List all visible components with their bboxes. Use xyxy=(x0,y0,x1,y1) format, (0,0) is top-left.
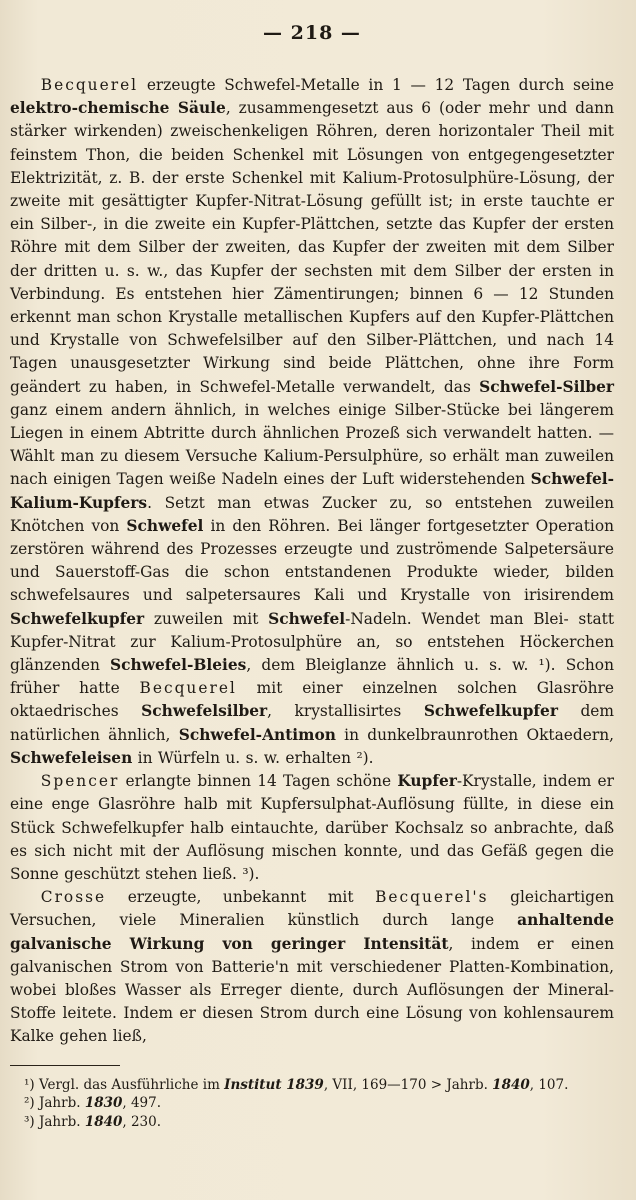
text-run: , 107. xyxy=(529,1076,569,1093)
emphasis-term: Schwefel-Silber xyxy=(479,377,614,396)
text-run: , dem Bleiglanze ähnlich u. s. w. ¹). Schon früher hatte xyxy=(10,656,614,698)
emphasis-term: Schwefelkupfer xyxy=(423,702,558,721)
text-run: , 497. xyxy=(122,1095,162,1112)
emphasis-term: Schwefel xyxy=(126,516,204,535)
emphasis-term: Schwefeleisen xyxy=(10,748,133,767)
text-run: ¹) Vergl. das Ausführliche im xyxy=(24,1076,225,1093)
author-name: Becquerel xyxy=(40,76,139,94)
text-run: ²) Jahrb. xyxy=(24,1095,85,1112)
emphasis-term: Schwefel-Bleies xyxy=(110,656,247,675)
text-run: dem natürlichen ähnlich, xyxy=(10,702,614,744)
emphasis-term: anhaltende galvanische Wirkung von geringer Intensität xyxy=(10,911,614,953)
citation-ref: Institut 1839 xyxy=(224,1076,324,1093)
main-text xyxy=(10,74,614,1049)
text-run: , krystallisirtes xyxy=(267,702,424,721)
text-run: in Würfeln u. s. w. erhalten ²). xyxy=(132,748,374,767)
emphasis-term: Schwefel-Antimon xyxy=(178,725,336,744)
text-run: , VII, 169—170 > Jahrb. xyxy=(323,1076,493,1093)
emphasis-term: Schwefel xyxy=(268,609,346,628)
footnote-1 xyxy=(10,1076,614,1095)
text-run: zuweilen mit xyxy=(144,609,269,628)
author-name: Becquerel xyxy=(139,679,237,698)
text-run: -Nadeln. Wendet man Blei- statt Kupfer-Nitrat zur Kalium-Protosulphüre an, so entstehen Höckerchen glänzenden xyxy=(10,609,615,675)
citation-ref: 1830 xyxy=(84,1095,123,1112)
author-name: Crosse xyxy=(40,888,107,907)
footnotes xyxy=(10,1076,614,1132)
text-run: . Setzt man etwas Zucker zu, so entstehen zuweilen Knötchen von xyxy=(10,493,614,535)
emphasis-term: elektro-chemische Säule xyxy=(10,99,226,118)
text-run: erlangte binnen 14 Tagen schöne xyxy=(119,772,398,791)
text-run: mit einer einzelnen solchen Glasröhre oktaedrisches xyxy=(10,679,614,721)
emphasis-term: Kupfer xyxy=(397,772,457,791)
text-run: in dunkelbraunrothen Oktaedern, xyxy=(335,725,614,744)
paragraph-becquerel xyxy=(10,74,614,770)
author-name: Spencer xyxy=(40,772,120,791)
page-number: — 218 — xyxy=(263,22,361,44)
text-run: , indem er einen galvanischen Strom von Batterie'n mit verschiedener Platten-Kombination, wobei bloßes Wasser als Erreger diente, durch Auflösungen der Mineral-Stoffe leitete. Indem er diesen Strom durch eine Lösung von kohlensaurem Kalke gehen ließ, xyxy=(10,934,614,1046)
text-run: erzeugte Schwefel-Metalle in 1 — 12 Tagen durch seine xyxy=(138,76,614,94)
text-run: ³) Jahrb. xyxy=(24,1113,85,1130)
emphasis-term: Schwefel-Kalium-Kupfers xyxy=(10,470,614,512)
text-run: erzeugte, unbekannt mit xyxy=(106,888,376,907)
text-run: -Krystalle, indem er eine enge Glasröhre halb mit Kupfersulphat-Auflösung füllte, in diese ein Stück Schwefelkupfer halb eintauchte, darüber Kochsalz so anbrachte, daß es sich nicht mit der Auflösung mischen konnte, und das Gefäß gegen die Sonne geschützt stehen ließ. ³). xyxy=(10,772,615,883)
paragraph-spencer xyxy=(10,770,614,886)
emphasis-term: Schwefelkupfer xyxy=(10,609,145,628)
author-name: Becquerel's xyxy=(375,888,489,907)
text-run: in den Röhren. Bei länger fortgesetzter Operation zerstören während des Prozesses erzeugte und zuströmende Salpetersäure und Sauerstoff-Gas die schon entstandenen Produkte wieder, bilden schwefelsaures und salpetersaures Kali und Krystalle von irisirendem xyxy=(10,516,615,605)
citation-ref: 1840 xyxy=(84,1113,123,1130)
citation-ref: 1840 xyxy=(492,1076,530,1093)
footnote-2 xyxy=(10,1094,614,1113)
paragraph-crosse xyxy=(10,886,614,1048)
footnote-3 xyxy=(10,1113,614,1132)
text-run: ganz einem andern ähnlich, in welches einige Silber-Stücke bei längerem Liegen in einem Abtritte durch ähnlichen Prozeß sich verwandelt hatten. — Wählt man zu diesem Versuche Kalium-Persulphüre, so erhält man zuweilen nach einigen Tagen weiße Nadeln eines der Luft widerstehenden xyxy=(10,400,614,489)
text-run: , zusammengesetzt aus 6 (oder mehr und dann stärker wirkenden) zweischenkeligen Röhren, deren horizontaler Theil mit feinstem Thon, die beiden Schenkel mit Lösungen von entgegengesetzter Elektrizität, z. B. der erste Schenkel mit Kalium-Protosulphüre-Lösung, der zweite mit gesättigter Kupfer-Nitrat-Lösung gefüllt ist; in erste tauchte er ein Silber-, in die zweite ein Kupfer-Plättchen, setzte das Kupfer der ersten Röhre mit dem Silber der zweiten, das Kupfer der zweiten mit dem Silber der dritten u. s. w., das Kupfer der sechsten mit dem Silber der ersten in Verbindung. Es entstehen hier Zämentirungen; binnen 6 — 12 Stunden erkennt man schon Krystalle metallischen Kupfers auf den Kupfer-Plättchen und Krystalle von Schwefelsilber auf den Silber-Plättchen, und nach 14 Tagen unausgesetzter Wirkung sind beide Plättchen, ohne ihre Form geändert zu haben, in Schwefel-Metalle verwandelt, das xyxy=(10,99,614,396)
text-run: gleichartigen Versuchen, viele Mineralien künstlich durch lange xyxy=(10,888,614,930)
emphasis-term: Schwefelsilber xyxy=(141,702,268,721)
text-run: , 230. xyxy=(122,1113,162,1130)
footnote-divider xyxy=(10,1065,120,1066)
